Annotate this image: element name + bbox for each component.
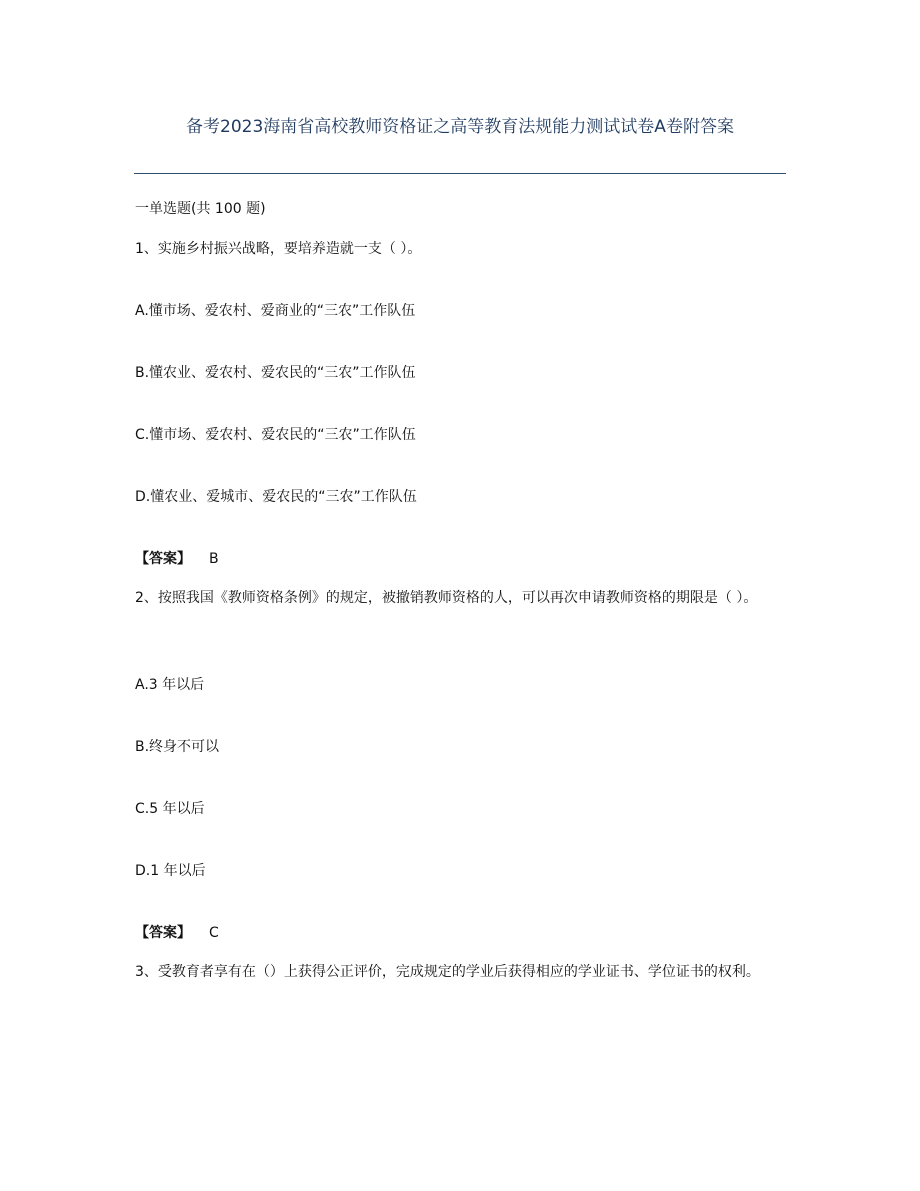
question-1-stem: 1、实施乡村振兴战略，要培养造就一支（ ）。 [135, 241, 422, 257]
answer-value: C [209, 925, 219, 941]
question-1-option-d: D.懂农业、爱城市、爱农民的“三农”工作队伍 [135, 489, 417, 505]
question-1-answer [135, 549, 787, 569]
title-divider [134, 173, 786, 174]
answer-label: 【答案】 [135, 551, 191, 567]
question-2-stem: 2、按照我国《教师资格条例》的规定，被撤销教师资格的人，可以再次申请教师资格的期限是（ ）。 [135, 590, 758, 606]
question-2-option-d: D.1 年以后 [135, 863, 206, 879]
document-title: 备考2023海南省高校教师资格证之高等教育法规能力测试试卷A卷附答案 [186, 117, 734, 137]
question-2-answer [135, 923, 787, 943]
question-3-stem: 3、受教育者享有在（）上获得公正评价，完成规定的学业后获得相应的学业证书、学位证书的权利。 [135, 964, 760, 980]
question-2-option-c: C.5 年以后 [135, 801, 205, 817]
question-1-option-c: C.懂市场、爱农村、爱农民的“三农”工作队伍 [135, 427, 416, 443]
question-1-option-a: A.懂市场、爱农村、爱商业的“三农”工作队伍 [135, 303, 416, 319]
question-2-option-a: A.3 年以后 [135, 677, 205, 693]
section-heading: 一单选题(共 100 题) [135, 201, 266, 217]
answer-label: 【答案】 [135, 925, 191, 941]
question-1-option-b: B.懂农业、爱农村、爱农民的“三农”工作队伍 [135, 365, 416, 381]
answer-value: B [209, 551, 219, 567]
question-2-option-b: B.终身不可以 [135, 739, 220, 755]
